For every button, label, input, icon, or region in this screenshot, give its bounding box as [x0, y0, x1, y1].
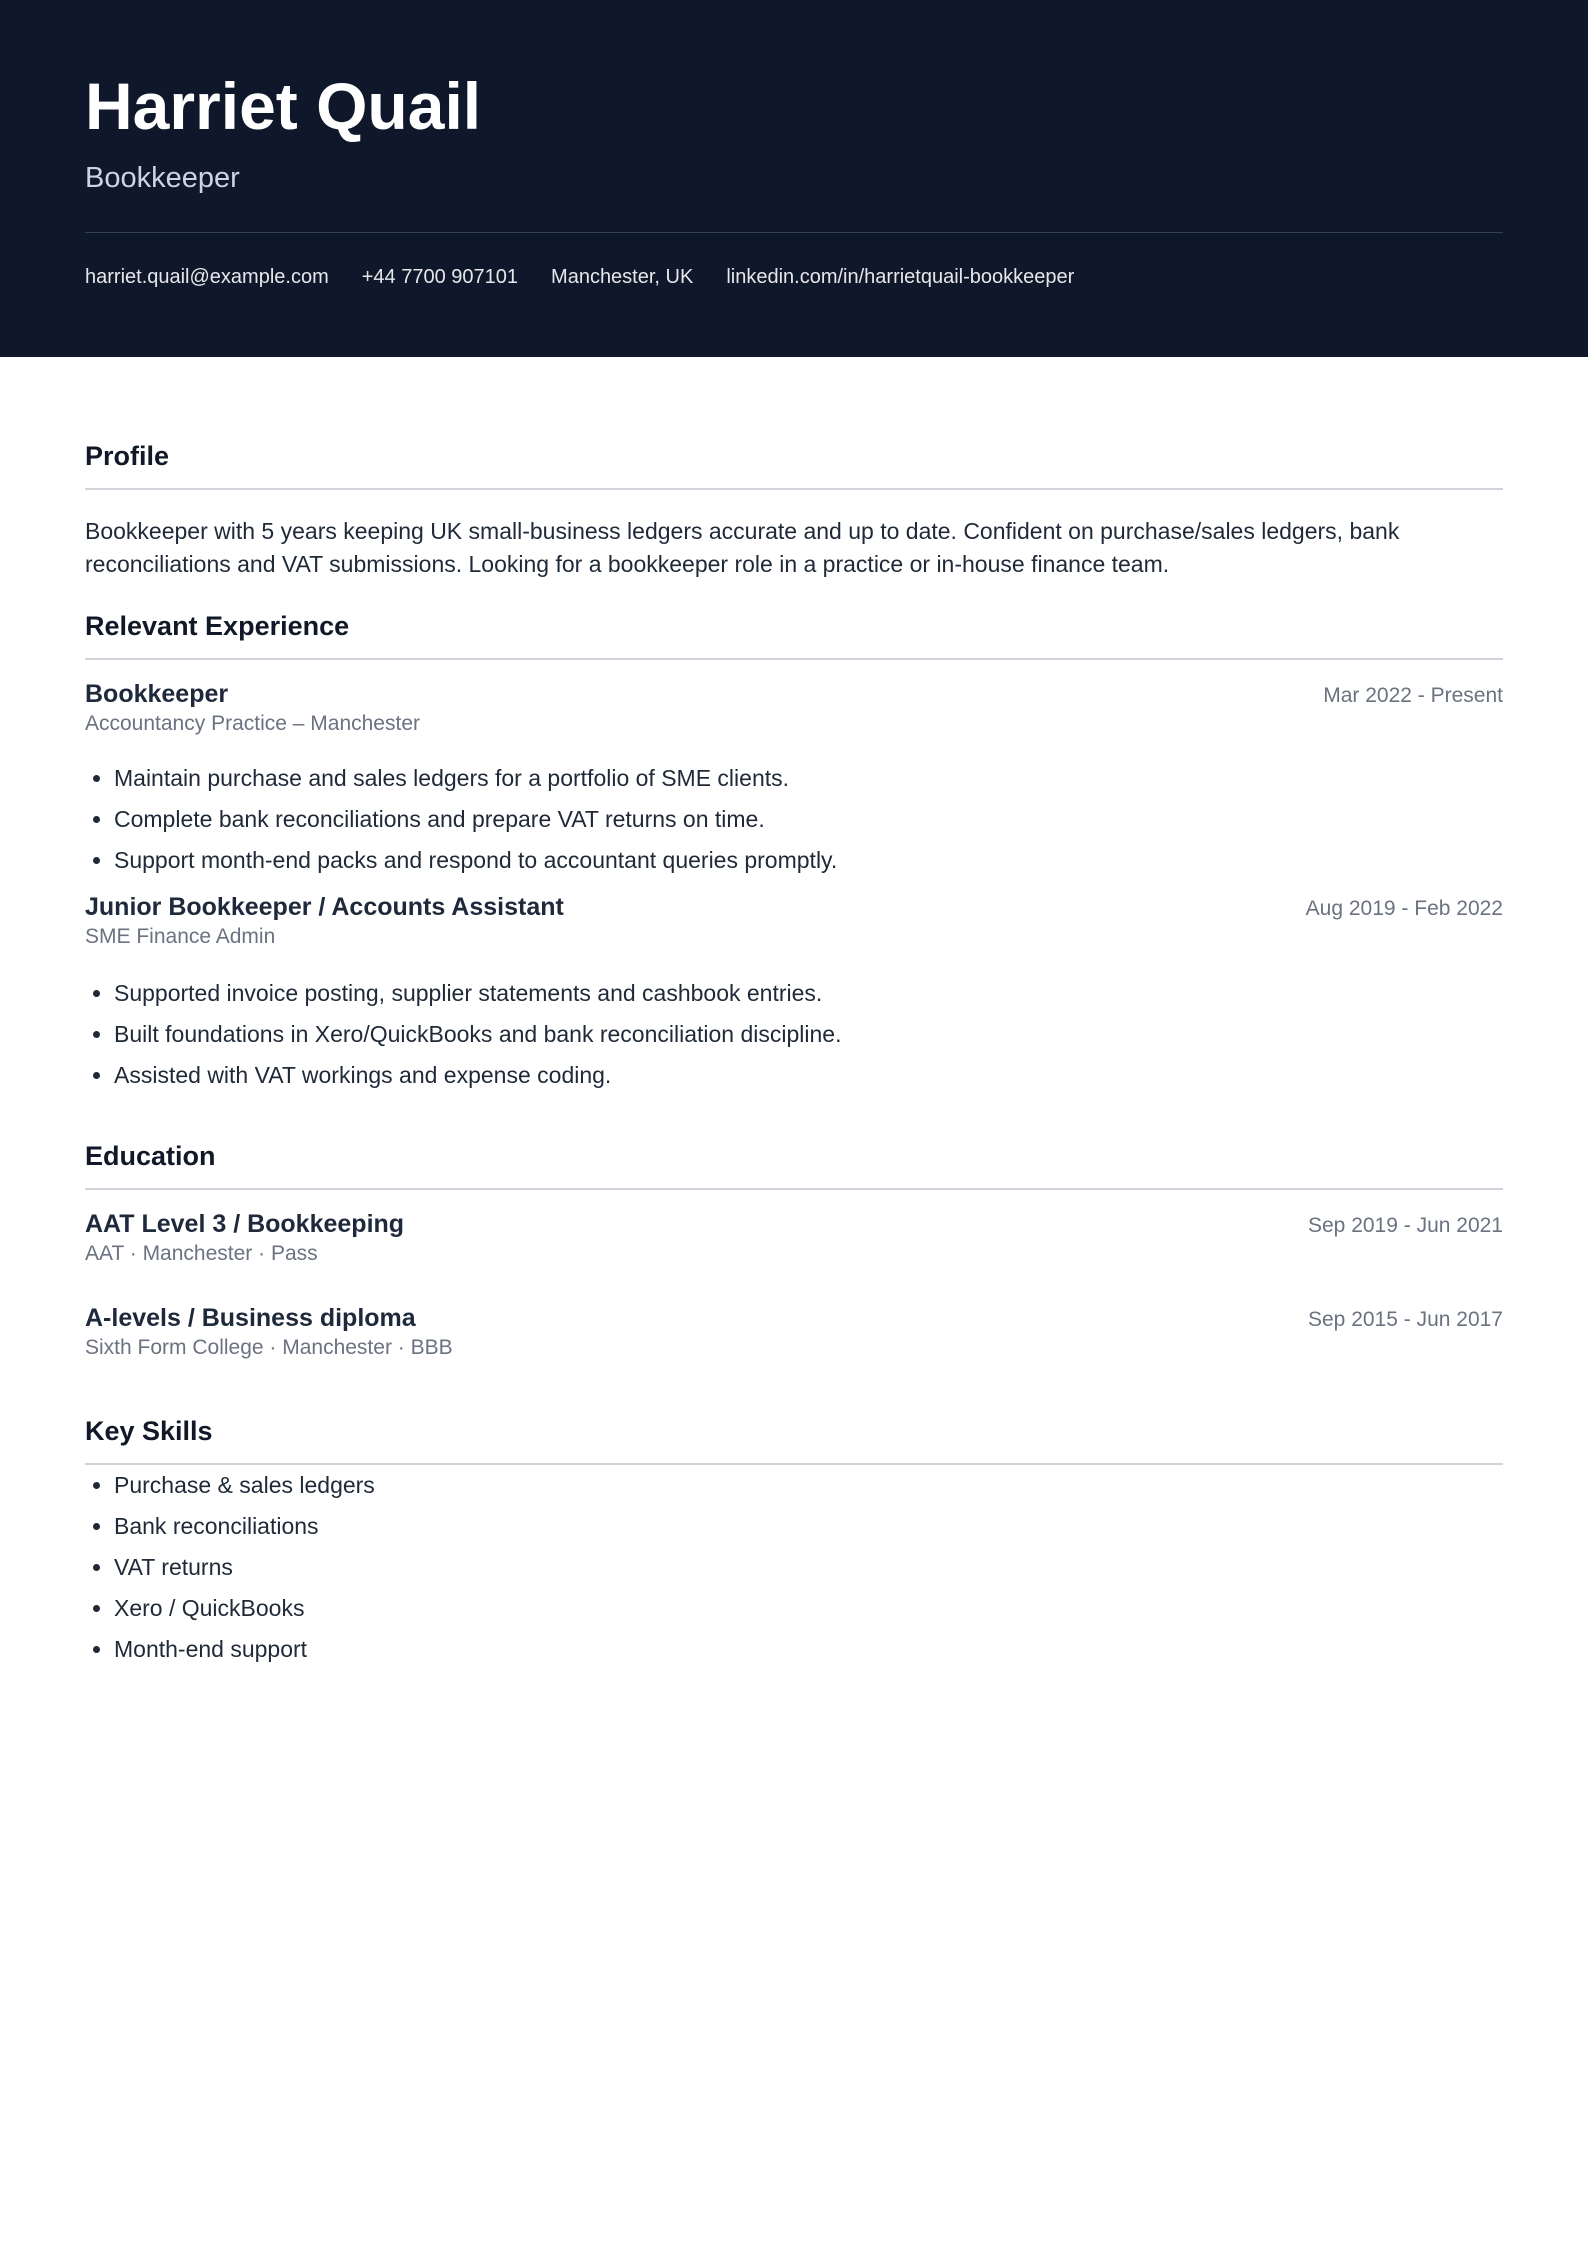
job-bullets [85, 973, 1503, 1096]
experience-section [85, 609, 1503, 1096]
contact-bar [85, 264, 1503, 290]
resume-header [0, 0, 1588, 357]
qualification-name: A-levels / Business diploma [85, 1304, 416, 1332]
education-details: AAT · Manchester · Pass [85, 1242, 318, 1265]
job-role: Bookkeeper [85, 680, 229, 708]
header-divider [85, 232, 1503, 233]
job-entry [85, 891, 1503, 1096]
contact-phone[interactable]: +44 7700 907101 [361, 266, 519, 288]
bullet-item: • Supported invoice posting, supplier statements and cashbook entries. [114, 973, 1503, 1014]
skills-list [85, 1465, 1503, 1670]
skill-item: • Purchase & sales ledgers [114, 1465, 1503, 1506]
education-entry [85, 1302, 1503, 1362]
section-heading-experience: Relevant Experience [85, 609, 1503, 660]
job-organisation: Accountancy Practice – Manchester [85, 712, 420, 735]
skill-item: • Bank reconciliations [114, 1506, 1503, 1547]
bullet-item: • Built foundations in Xero/QuickBooks and bank reconciliation discipline. [114, 1014, 1503, 1055]
contact-location: Manchester, UK [551, 266, 694, 288]
section-heading-skills: Key Skills [85, 1414, 1503, 1465]
job-bullets [85, 758, 1503, 881]
contact-linkedin[interactable]: linkedin.com/in/harrietquail-bookkeeper [726, 266, 1075, 288]
profile-section [85, 439, 1503, 581]
candidate-name: Harriet Quail [85, 69, 482, 143]
job-dates: Aug 2019 - Feb 2022 [1305, 897, 1503, 920]
bullet-item: • Assisted with VAT workings and expense coding. [114, 1055, 1503, 1096]
section-heading-education: Education [85, 1139, 1503, 1190]
contact-email[interactable]: harriet.quail@example.com [85, 266, 329, 288]
qualification-name: AAT Level 3 / Bookkeeping [85, 1210, 405, 1238]
resume-body [0, 357, 1588, 1670]
education-section [85, 1139, 1503, 1362]
job-dates: Mar 2022 - Present [1323, 684, 1503, 707]
skill-item: • Month-end support [114, 1629, 1503, 1670]
bullet-item: • Support month-end packs and respond to accountant queries promptly. [114, 840, 1503, 881]
candidate-title: Bookkeeper [85, 162, 240, 194]
bullet-item: • Maintain purchase and sales ledgers for a portfolio of SME clients. [114, 758, 1503, 799]
bullet-item: • Complete bank reconciliations and prepare VAT returns on time. [114, 799, 1503, 840]
skills-section [85, 1414, 1503, 1670]
profile-summary: Bookkeeper with 5 years keeping UK small-business ledgers accurate and up to date. Confident on purchase/sales ledgers, bank reconciliations and VAT submissions. Looking for a bookkeeper role in a practice or in-house finance team. [85, 518, 1400, 577]
job-entry [85, 678, 1503, 881]
job-organisation: SME Finance Admin [85, 925, 276, 948]
job-role: Junior Bookkeeper / Accounts Assistant [85, 893, 564, 921]
skill-item: • VAT returns [114, 1547, 1503, 1588]
education-dates: Sep 2019 - Jun 2021 [1308, 1214, 1503, 1237]
education-dates: Sep 2015 - Jun 2017 [1308, 1308, 1503, 1331]
skill-item: • Xero / QuickBooks [114, 1588, 1503, 1629]
section-heading-profile: Profile [85, 439, 1503, 490]
education-details: Sixth Form College · Manchester · BBB [85, 1336, 453, 1359]
education-entry [85, 1208, 1503, 1268]
